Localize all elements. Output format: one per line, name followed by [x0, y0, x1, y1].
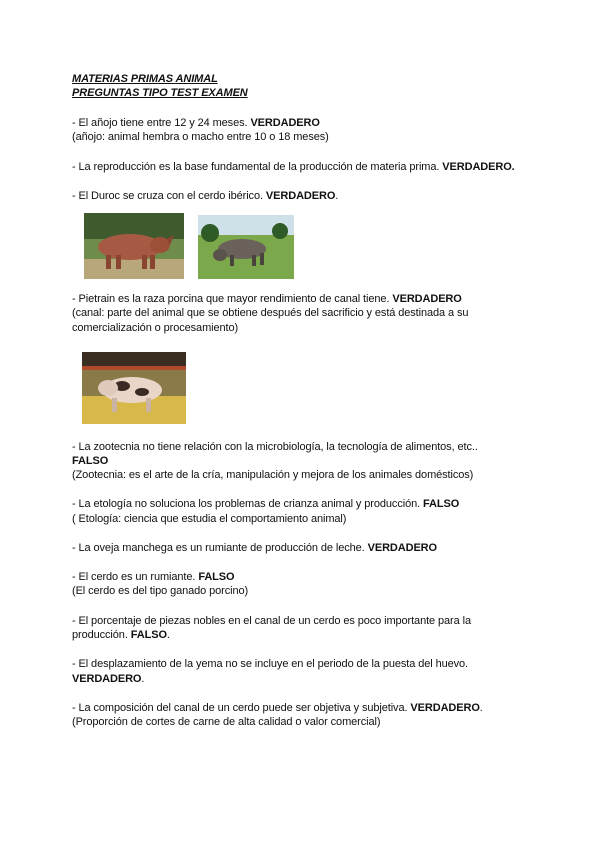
answer-label: VERDADERO	[392, 293, 462, 305]
answer-label: VERDADERO.	[442, 161, 515, 173]
question-text: - La etología no soluciona los problemas de crianza animal y producción.	[72, 498, 421, 510]
answer-label: VERDADERO	[367, 542, 437, 554]
question-9-cont	[72, 629, 170, 642]
answer-tail: .	[166, 629, 170, 641]
question-1	[72, 117, 320, 130]
question-text: - La reproducción es la base fundamental de la producción de materia prima.	[72, 161, 440, 173]
question-8-note: (El cerdo es del tipo ganado porcino)	[72, 585, 249, 597]
question-11	[72, 702, 483, 715]
question-3	[72, 190, 338, 203]
question-5-note: (Zootecnia: es el arte de la cría, manipulación y mejora de los animales domésticos)	[72, 469, 474, 481]
question-6	[72, 498, 459, 511]
answer-label: VERDADERO	[72, 673, 142, 685]
question-9: - El porcentaje de piezas nobles en el canal de un cerdo es poco importante para la	[72, 615, 471, 627]
pietrain-pig-photo	[82, 352, 186, 424]
answer-label-5: FALSO	[72, 455, 109, 467]
question-4-note-2: comercialización o procesamiento)	[72, 322, 239, 334]
duroc-pig-photo	[84, 213, 184, 279]
question-text: - La composición del canal de un cerdo puede ser objetiva y subjetiva.	[72, 702, 408, 714]
iberian-pig-photo	[198, 215, 294, 279]
answer-label: FALSO	[130, 629, 167, 641]
question-11-note: (Proporción de cortes de carne de alta calidad o valor comercial)	[72, 716, 381, 728]
question-text: - Pietrain es la raza porcina que mayor rendimiento de canal tiene.	[72, 293, 390, 305]
question-text: producción.	[72, 629, 128, 641]
question-2	[72, 161, 515, 174]
question-10-answer	[72, 673, 144, 686]
answer-label: FALSO	[198, 571, 235, 583]
document-subtitle: PREGUNTAS TIPO TEST EXAMEN	[72, 87, 248, 99]
question-4-note-1: (canal: parte del animal que se obtiene después del sacrificio y está destinada a su	[72, 307, 469, 319]
question-text: - La oveja manchega es un rumiante de producción de leche.	[72, 542, 365, 554]
question-text: - El Duroc se cruza con el cerdo ibérico.	[72, 190, 263, 202]
answer-label: VERDADERO	[250, 117, 320, 129]
document-title: MATERIAS PRIMAS ANIMAL	[72, 73, 218, 85]
answer-label: VERDADERO	[265, 190, 336, 202]
question-10: - El desplazamiento de la yema no se incluye en el periodo de la puesta del huevo.	[72, 658, 469, 670]
question-text: - El cerdo es un rumiante.	[72, 571, 196, 583]
question-8	[72, 571, 235, 584]
question-1-note: (añojo: animal hembra o macho entre 10 o 18 meses)	[72, 131, 329, 143]
answer-tail: .	[141, 673, 145, 685]
question-4	[72, 293, 462, 306]
answer-label: FALSO	[423, 498, 460, 510]
answer-tail: .	[335, 190, 339, 202]
question-5: - La zootecnia no tiene relación con la microbiología, la tecnología de alimentos, etc..	[72, 441, 478, 453]
answer-label: VERDADERO	[410, 702, 480, 714]
question-7	[72, 542, 437, 555]
question-text: - El añojo tiene entre 12 y 24 meses.	[72, 117, 248, 129]
question-6-note: ( Etología: ciencia que estudia el comportamiento animal)	[72, 513, 347, 525]
answer-tail: .	[479, 702, 483, 714]
